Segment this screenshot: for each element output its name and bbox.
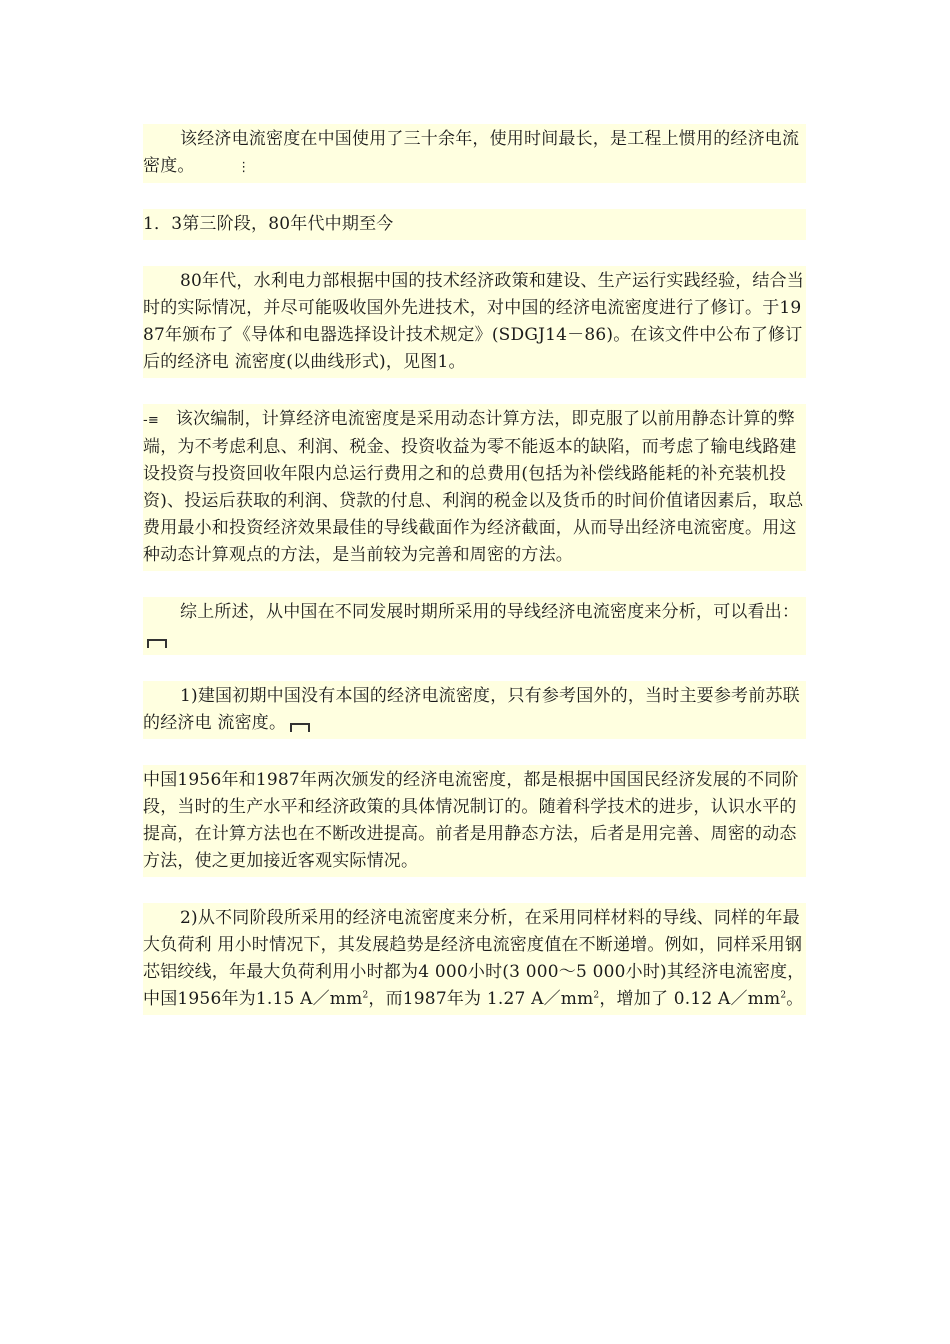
bracket-icon [290, 723, 310, 732]
bracket-icon [147, 639, 167, 648]
paragraph-1 [143, 124, 806, 183]
paragraph-8-text-c: ，增加了 0.12 A／mm [599, 989, 781, 1009]
document-page [143, 124, 806, 1015]
paragraph-8 [143, 903, 806, 1015]
paragraph-4-text: 该次编制，计算经济电流密度是采用动态计算方法，即克服了以前用静态计算的弊端，为不考虑利息、利润、税金、投资收益为零不能返本的缺陷，而考虑了输电线路建设投资与投资回收年限内总运行费用之和的总费用(包括为补偿线路能耗的补充装机投资)、投运后获取的利润、贷款的付息、利润的税金以及货币的时间价值诸因素后，取总费用最小和投资经济效果最佳的导线截面作为经济截面，从而导出经济电流密度。用这种动态计算观点的方法，是当前较为完善和周密的方法。 [143, 409, 804, 565]
paragraph-8-text-d: 。 [786, 989, 804, 1009]
spacer [143, 655, 806, 681]
spacer [143, 240, 806, 266]
dash-mark: -≡ [143, 413, 159, 428]
paragraph-4 [143, 404, 806, 571]
spacer [143, 571, 806, 597]
paragraph-8-text-a: 2)从不同阶段所采用的经济电流密度来分析，在采用同样材料的导线、同样的年最大负荷利 用小时情况下，其发展趋势是经济电流密度值在不断递增。例如，同样采用钢芯铝绞线，年最大负荷利用小时都为4 000小时(3 000～5 000小时)其经济电流密度，中国1956年为1.15 A／mm [143, 908, 805, 1009]
paragraph-3: 80年代，水利电力部根据中国的技术经济政策和建设、生产运行实践经验，结合当 时的实际情况，并尽可能吸收国外先进技术，对中国的经济电流密度进行了修订。于1987年颁布了《导体和电器选择设计技术规定》(SDGJ14－86)。在该文件中公布了修订后的经济电 流密度(以曲线形式)，见图1。 [143, 266, 806, 378]
paragraph-6-text: 1)建国初期中国没有本国的经济电流密度，只有参考国外的，当时主要参考前苏联的经济电 流密度。 [143, 686, 800, 733]
spacer [143, 877, 806, 903]
spacer [143, 183, 806, 209]
ellipsis-mark: ⋮ [237, 160, 251, 175]
paragraph-6 [143, 681, 806, 739]
superscript: 2 [780, 990, 787, 1001]
paragraph-5 [143, 597, 806, 655]
superscript: 2 [362, 990, 369, 1001]
paragraph-5-text: 综上所述，从中国在不同发展时期所采用的导线经济电流密度来分析，可以看出： [180, 602, 800, 622]
superscript: 2 [593, 990, 600, 1001]
paragraph-7: 中国1956年和1987年两次颁发的经济电流密度，都是根据中国国民经济发展的不同阶段，当时的生产水平和经济政策的具体情况制订的。随着科学技术的进步，认识水平的提高，在计算方法也在不断改进提高。前者是用静态方法，后者是用完善、周密的动态方法，使之更加接近客观实际情况。 [143, 765, 806, 877]
spacer [143, 378, 806, 404]
spacer [143, 739, 806, 765]
paragraph-1-text: 该经济电流密度在中国使用了三十余年，使用时间最长，是工程上惯用的经济电流密度。 [143, 129, 800, 176]
section-heading: 1．3第三阶段，80年代中期至今 [143, 209, 806, 240]
paragraph-8-text-b: ，而1987年为 1.27 A／mm [368, 989, 594, 1009]
